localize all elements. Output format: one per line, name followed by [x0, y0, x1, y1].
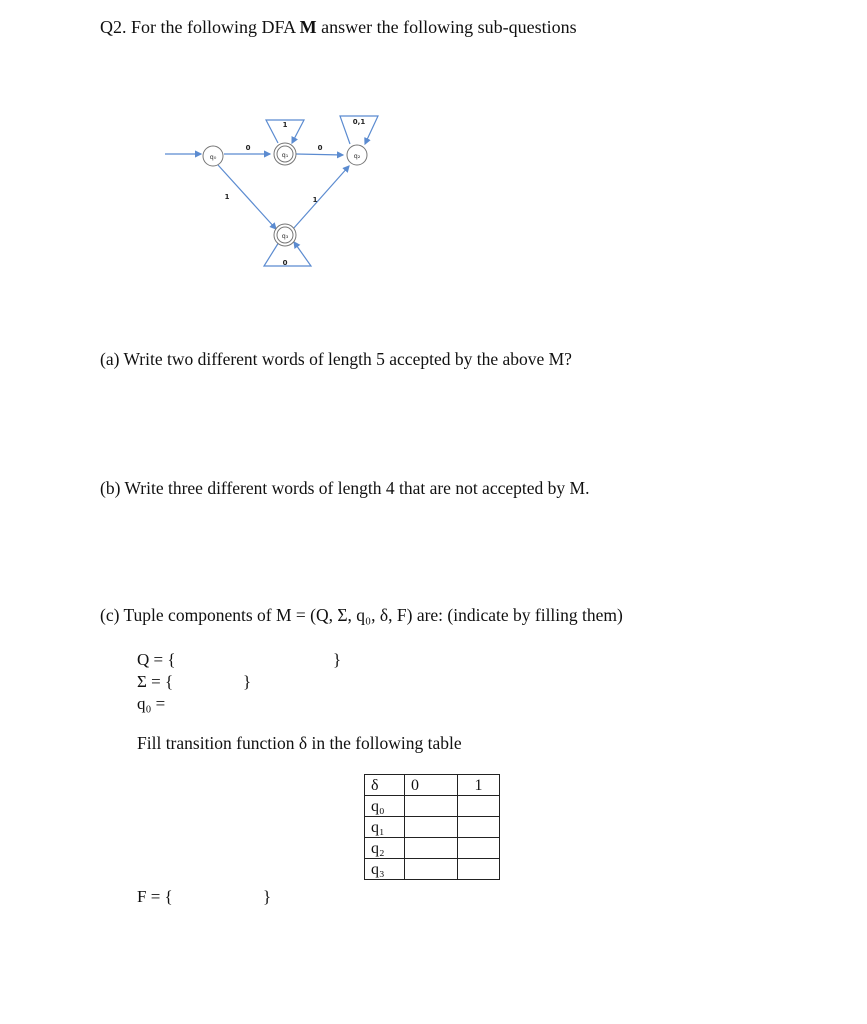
- header-1: 1: [458, 775, 500, 796]
- question-suffix: answer the following sub-questions: [316, 17, 577, 37]
- row-state-label: q₀: [365, 796, 405, 817]
- start-state-line: q₀ =: [137, 694, 166, 713]
- state-label-q2: q₂: [353, 152, 361, 160]
- fill-instruction: Fill transition function δ in the following table: [137, 733, 462, 753]
- state-label-q3: q₃: [281, 232, 289, 240]
- edge-label-loop-q2: 0,1: [352, 118, 366, 126]
- edge-label-q0-q3: 1: [224, 193, 230, 201]
- table-row: [365, 859, 500, 880]
- table-row: [365, 796, 500, 817]
- f-set-open: F = {: [137, 887, 173, 906]
- dfa-diagram: [160, 108, 400, 278]
- header-0: 0: [405, 775, 458, 796]
- edge-q3-q2: [293, 166, 349, 229]
- edge-label-q0-q1: 0: [245, 144, 251, 152]
- part-c-text: (c) Tuple components of M = (Q, Σ, q₀, δ, F) are: (indicate by filling them): [100, 605, 623, 625]
- q-set-open: Q = {: [137, 650, 176, 669]
- table-header-row: [365, 775, 500, 796]
- question-prefix: Q2. For the following DFA: [100, 17, 300, 37]
- state-label-q1: q₁: [281, 151, 289, 159]
- cell-empty[interactable]: [405, 859, 458, 880]
- table-row: [365, 817, 500, 838]
- edge-label-q3-q2: 1: [312, 196, 318, 204]
- cell-empty[interactable]: [458, 859, 500, 880]
- part-a-text: (a) Write two different words of length 5 accepted by the above M?: [100, 349, 572, 369]
- sigma-set-close: }: [243, 672, 252, 691]
- question-bold-m: M: [299, 17, 317, 37]
- header-delta: δ: [365, 775, 405, 796]
- row-state-label: q₃: [365, 859, 405, 880]
- sigma-set-open: Σ = {: [137, 672, 174, 691]
- cell-empty[interactable]: [458, 817, 500, 838]
- edge-label-loop-q3: 0: [282, 259, 288, 267]
- cell-empty[interactable]: [458, 796, 500, 817]
- table-row: [365, 838, 500, 859]
- state-label-q0: q₀: [209, 153, 217, 161]
- row-state-label: q₂: [365, 838, 405, 859]
- q-set-close: }: [333, 650, 342, 669]
- question-title: [100, 17, 577, 38]
- f-set-close: }: [263, 887, 272, 906]
- row-state-label: q₁: [365, 817, 405, 838]
- edge-label-q1-q2: 0: [317, 144, 323, 152]
- part-b-text: (b) Write three different words of length 4 that are not accepted by M.: [100, 478, 590, 498]
- cell-empty[interactable]: [405, 838, 458, 859]
- cell-empty[interactable]: [405, 817, 458, 838]
- edge-label-loop-q1: 1: [282, 121, 288, 129]
- edge-q1-q2: [296, 154, 343, 155]
- cell-empty[interactable]: [405, 796, 458, 817]
- cell-empty[interactable]: [458, 838, 500, 859]
- transition-table: [364, 774, 500, 880]
